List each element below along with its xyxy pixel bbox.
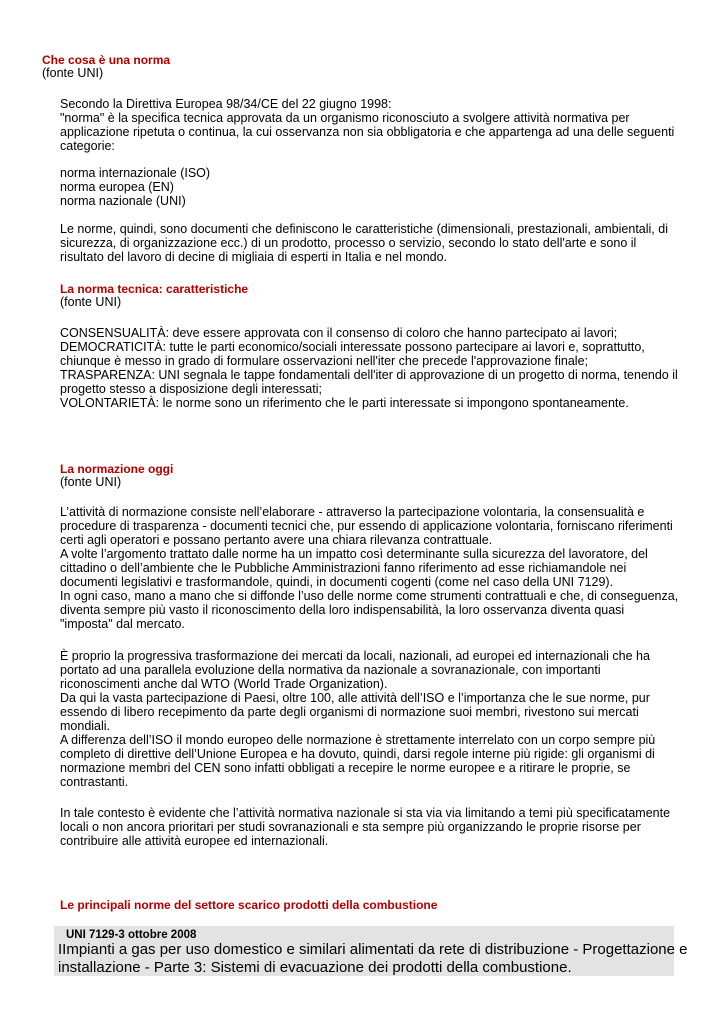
text-line: In tale contesto è evidente che l’attività normativa nazionale si sta via via limitando a temi più specificatamente	[60, 806, 671, 820]
text-line: contribuire alle attività europee ed internazionali.	[60, 834, 329, 848]
text-line: portato ad una parallela evoluzione della normativa da nazionale a sovranazionale, con importanti	[60, 663, 601, 677]
text-line: contrastanti.	[60, 775, 129, 789]
section-heading-what-is-a-standard: Che cosa è una norma	[42, 53, 171, 67]
category-list	[60, 166, 210, 208]
text-line: categorie:	[60, 139, 115, 153]
text-line: Secondo la Direttiva Europea 98/34/CE del 22 giugno 1998:	[60, 97, 392, 111]
text-line: L’attività di normazione consiste nell’elaborare - attraverso la partecipazione volontaria, la consensualità e	[60, 505, 645, 519]
standard-title	[58, 941, 687, 977]
source-note: (fonte UNI)	[42, 66, 104, 80]
source-note: (fonte UNI)	[60, 475, 122, 489]
paragraph-1	[60, 505, 678, 631]
text-line: DEMOCRATICITÀ: tutte le parti economico/sociali interessate possono partecipare ai lavori e, soprattutto,	[60, 340, 645, 354]
text-line: In ogni caso, mano a mano che si diffonde l’uso delle norme come strumenti contrattuali e che, di conseguenza,	[60, 589, 679, 603]
text-line: certi agli operatori e possano pertanto avere una chiara rilevanza contrattuale.	[60, 533, 493, 547]
text-line: Da qui la vasta partecipazione di Paesi, oltre 100, alle attività dell’ISO e l’importanza che le sue norme, pur	[60, 691, 650, 705]
text-line: procedure di trasparenza - documenti tecnici che, pur essendo di applicazione volontaria, forniscano riferimenti	[60, 519, 673, 533]
text-line: essendo di libero recepimento da parte degli organismi di normazione suoi membri, rivestono sui mercati	[60, 705, 639, 719]
text-line: mondiali.	[60, 719, 111, 733]
text-line: IImpianti a gas per uso domestico e similari alimentati da rete di distribuzione - Progettazione e	[58, 941, 688, 958]
text-line: chiunque è messo in grado di formulare osservazioni nell'iter che precede l'approvazione finale;	[60, 354, 588, 368]
text-line: diventa sempre più vasto il riconoscimento della loro indispensabilità, la loro osservanza diventa quasi	[60, 603, 625, 617]
source-note: (fonte UNI)	[60, 295, 122, 309]
text-line: A differenza dell’ISO il mondo europeo delle normazione è strettamente interrelato con un corpo sempre più	[60, 733, 656, 747]
list-item: norma nazionale (UNI)	[60, 194, 186, 208]
section-heading-standardization-today: La normazione oggi	[60, 462, 174, 476]
text-line: TRASPARENZA: UNI segnala le tappe fondamentali dell'iter di approvazione di un progetto di norma, tenendo il	[60, 368, 678, 382]
text-line: VOLONTARIETÀ: le norme sono un riferimento che le parti interessate si impongono spontaneamente.	[60, 396, 629, 410]
section-heading-main-standards: Le principali norme del settore scarico prodotti della combustione	[60, 898, 438, 912]
definition-paragraph	[60, 97, 674, 153]
text-line: completo di direttive dell’Unione Europea e ha dovuto, quindi, darsi regole interne più rigide: gli organismi di	[60, 747, 655, 761]
standard-label: UNI 7129-3 ottobre 2008	[66, 929, 197, 941]
text-line: locali o non ancora prioritari per studi sovranazionali e sta sempre più organizzando le proprie risorse per	[60, 820, 641, 834]
text-line: È proprio la progressiva trasformazione dei mercati da locali, nazionali, ad europei ed internazionali che ha	[60, 649, 650, 663]
text-line: cittadino o dell’ambiente che le Pubbliche Amministrazioni fanno riferimento ad esse richiamandole nei	[60, 561, 627, 575]
text-line: progetto stesso a disposizione degli interessati;	[60, 382, 322, 396]
characteristics-paragraph	[60, 326, 678, 410]
text-line: risultato del lavoro di decine di migliaia di esperti in Italia e nel mondo.	[60, 250, 448, 264]
section-heading-characteristics: La norma tecnica: caratteristiche	[60, 282, 249, 296]
text-line: Le norme, quindi, sono documenti che definiscono le caratteristiche (dimensionali, prestazionali, ambientali, di	[60, 222, 668, 236]
text-line: riconoscimenti anche dal WTO (World Trade Organization).	[60, 677, 388, 691]
list-item: norma europea (EN)	[60, 180, 174, 194]
text-line: "imposta" dal mercato.	[60, 617, 185, 631]
text-line: applicazione ripetuta o continua, la cui osservanza non sia obbligatoria e che appartenga ad una delle seguenti	[60, 125, 675, 139]
paragraph-2	[60, 649, 655, 789]
text-line: A volte l’argomento trattato dalle norme ha un impatto così determinante sulla sicurezza del lavoratore, del	[60, 547, 648, 561]
text-line: installazione - Parte 3: Sistemi di evacuazione dei prodotti della combustione.	[58, 959, 572, 976]
paragraph-3	[60, 806, 670, 848]
text-line: normazione membri del CEN sono infatti obbligati a recepire le norme europee e a ritirare le proprie, se	[60, 761, 631, 775]
text-line: documenti legislativi e trasformandole, quindi, in documenti cogenti (come nel caso della UNI 7129).	[60, 575, 614, 589]
text-line: "norma" è la specifica tecnica approvata da un organismo riconosciuto a svolgere attività normativa per	[60, 111, 630, 125]
summary-paragraph	[60, 222, 668, 264]
list-item: norma internazionale (ISO)	[60, 166, 211, 180]
text-line: CONSENSUALITÀ: deve essere approvata con il consenso di coloro che hanno partecipato ai lavori;	[60, 326, 618, 340]
text-line: sicurezza, di organizzazione ecc.) di un prodotto, processo o servizio, secondo lo stato dell'arte e sono il	[60, 236, 637, 250]
